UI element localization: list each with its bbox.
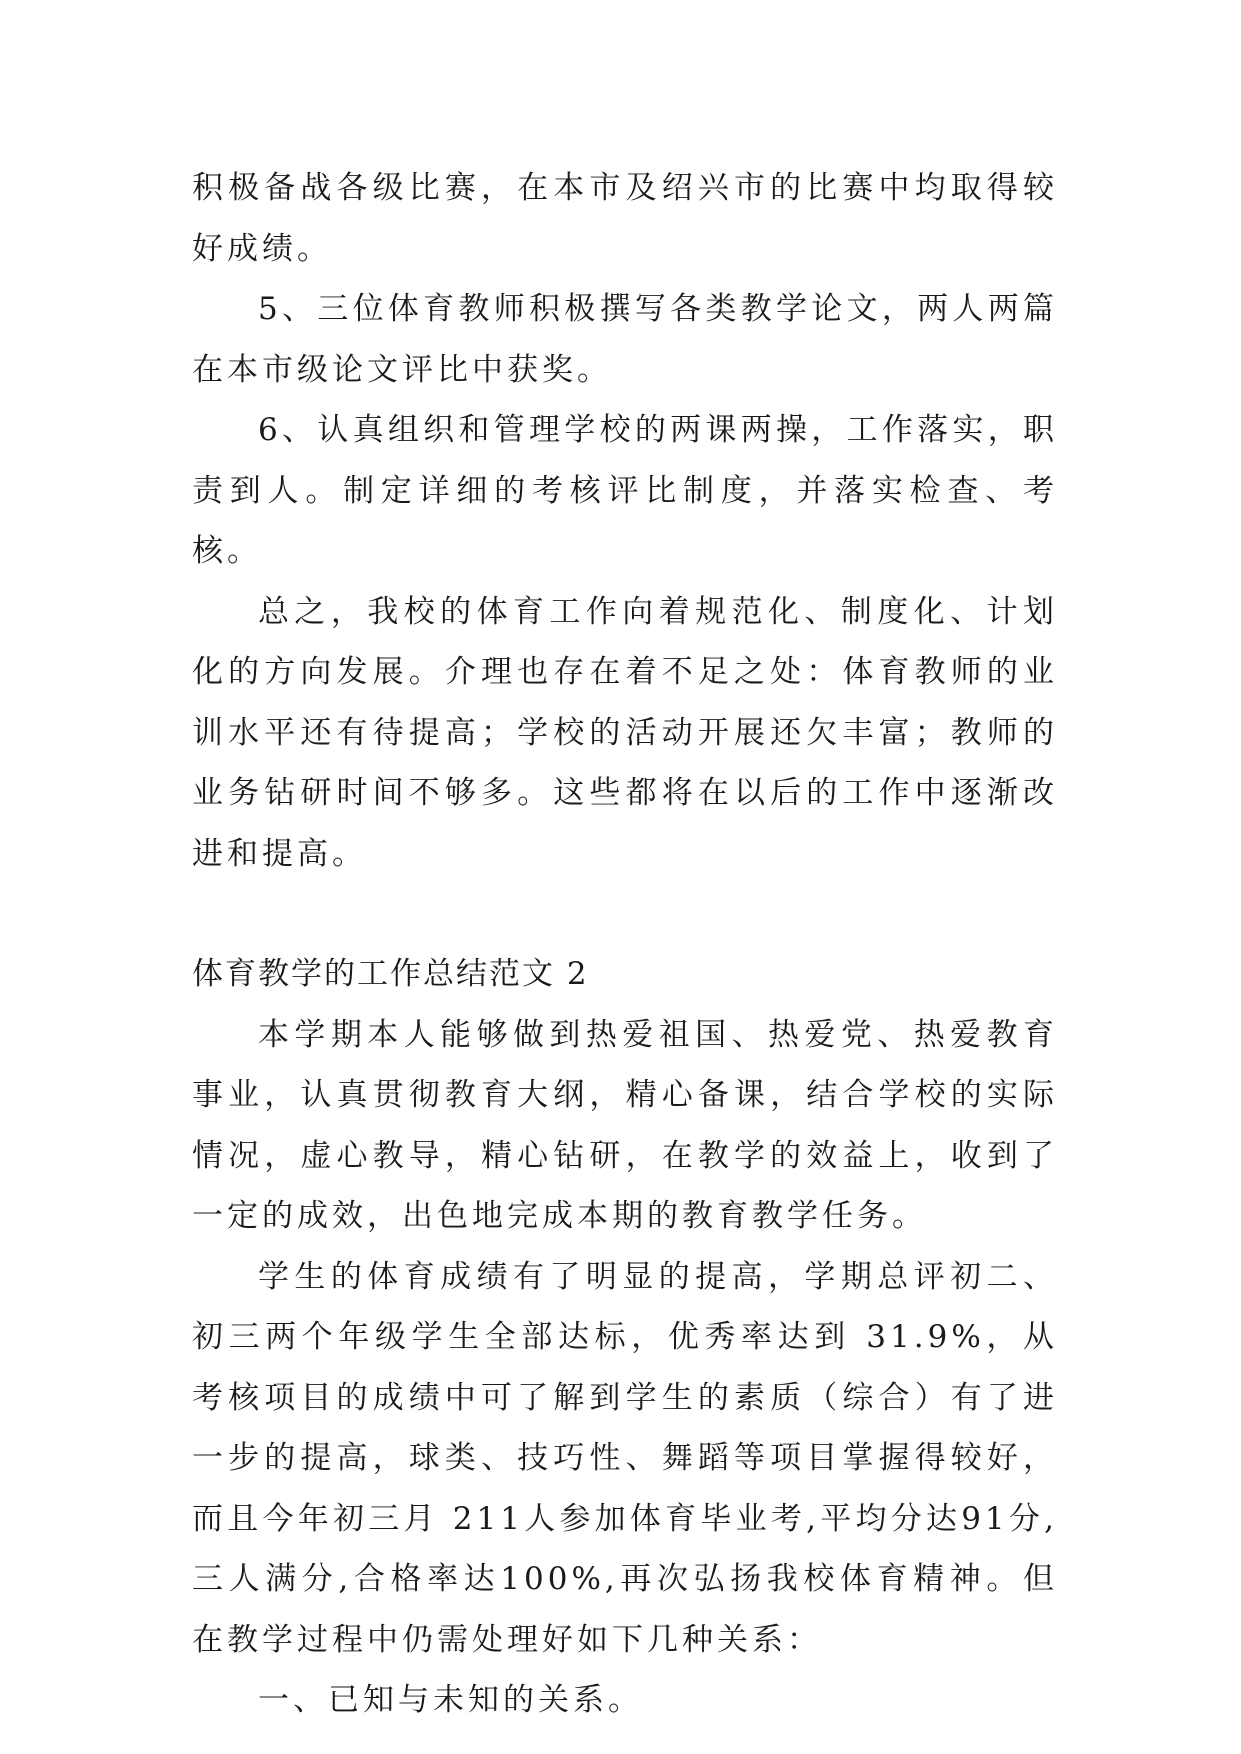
paragraph-summary: 总之，我校的体育工作向着规范化、制度化、计划化的方向发展。介理也存在着不足之处：体育教师的业训水平还有待提高；学校的活动开展还欠丰富；教师的业务钻研时间不够多。这些都将在以后的工作中逐渐改进和提高。 — [192, 593, 1058, 872]
paragraph-item-6: 6、认真组织和管理学校的两课两操，工作落实，职责到人。制定详细的考核评比制度，并落实检查、考核。 — [192, 412, 1058, 569]
paragraph-intro: 本学期本人能够做到热爱祖国、热爱党、热爱教育事业，认真贯彻教育大纲，精心备课，结合学校的实际情况，虚心教导，精心钻研，在教学的效益上，收到了一定的成效，出色地完成本期的教育教学任务。 — [192, 1016, 1058, 1234]
paragraph-relation-1: 一、已知与未知的关系。 — [258, 1682, 643, 1718]
document-body — [192, 158, 1058, 1731]
paragraph-results: 学生的体育成绩有了明显的提高，学期总评初二、初三两个年级学生全部达标，优秀率达到 31.9%，从考核项目的成绩中可了解到学生的素质（综合）有了进一步的提高，球类、技巧性、舞蹈等项目掌握得较好，而且今年初三月 211人参加体育毕业考,平均分达91分,三人满分,合格率达100%,再次弘扬我校体育精神。但在教学过程中仍需处理好如下几种关系： — [192, 1258, 1058, 1658]
paragraph-item-5: 5、三位体育教师积极撰写各类教学论文，两人两篇在本市级论文评比中获奖。 — [192, 291, 1058, 388]
section-heading: 体育教学的工作总结范文 2 — [192, 956, 589, 992]
paragraph-continuation: 积极备战各级比赛，在本市及绍兴市的比赛中均取得较好成绩。 — [192, 170, 1058, 267]
